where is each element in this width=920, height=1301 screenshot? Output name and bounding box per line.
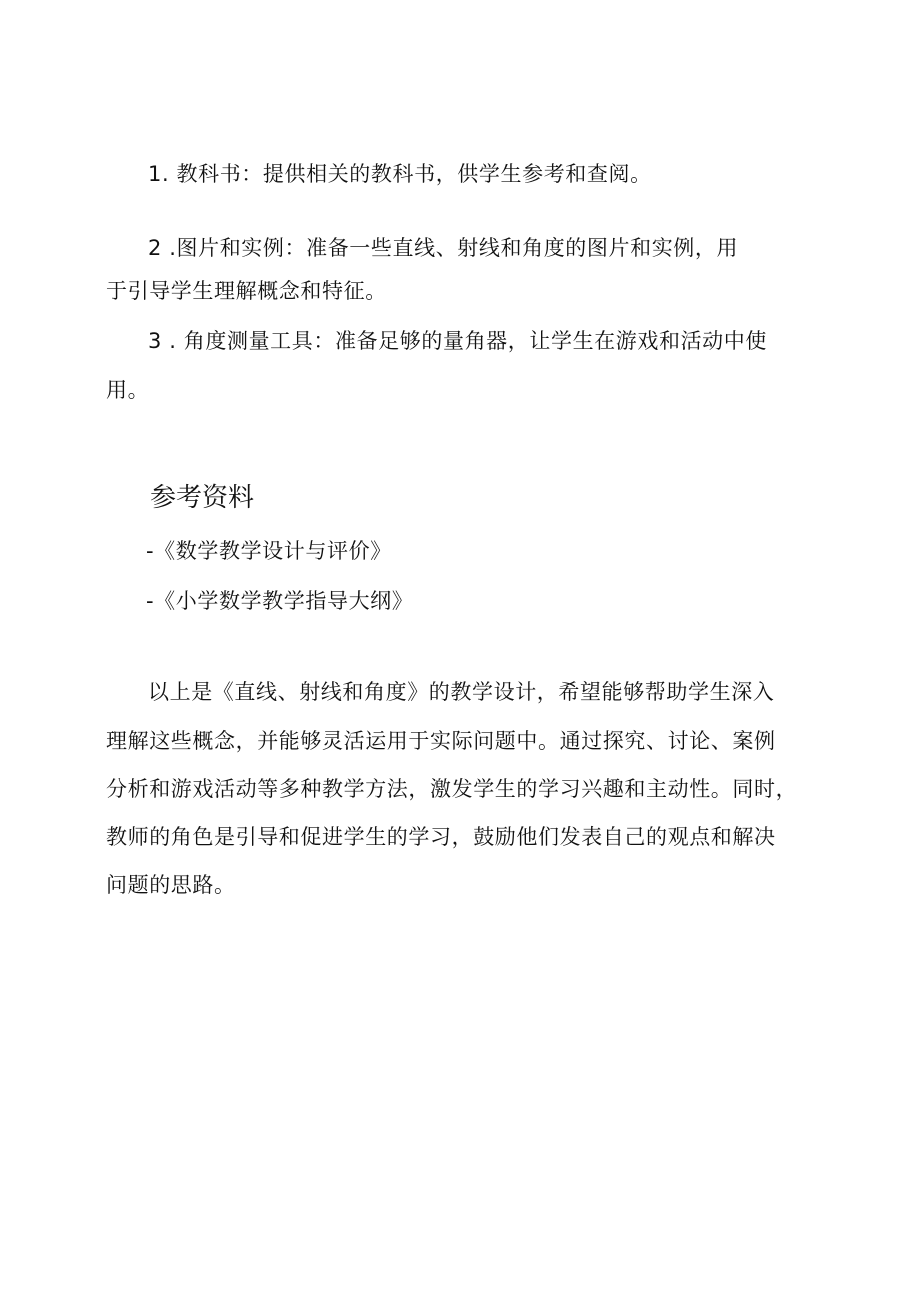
conclusion-line-2: 理解这些概念，并能够灵活运用于实际问题中。通过探究、讨论、案例 bbox=[106, 729, 776, 753]
conclusion-line-3: 分析和游戏活动等多种教学方法，激发学生的学习兴趣和主动性。同时， bbox=[106, 777, 798, 801]
materials-item-1: 1. 教科书：提供相关的教科书，供学生参考和查阅。 bbox=[148, 162, 652, 186]
materials-item-2-line-1: 2 .图片和实例：准备一些直线、射线和角度的图片和实例，用 bbox=[148, 236, 739, 260]
materials-item-2-line-2: 于引导学生理解概念和特征。 bbox=[106, 279, 387, 303]
reference-item-2: -《小学数学教学指导大纲》 bbox=[146, 589, 414, 613]
conclusion-line-4: 教师的角色是引导和促进学生的学习，鼓励他们发表自己的观点和解决 bbox=[106, 825, 776, 849]
conclusion-line-1: 以上是《直线、射线和角度》的教学设计，希望能够帮助学生深入 bbox=[148, 680, 775, 704]
reference-item-1: -《数学教学设计与评价》 bbox=[146, 539, 392, 563]
references-heading: 参考资料 bbox=[150, 483, 255, 513]
materials-item-3-line-1: 3 . 角度测量工具：准备足够的量角器，让学生在游戏和活动中使 bbox=[148, 329, 767, 353]
conclusion-line-5: 问题的思路。 bbox=[106, 873, 236, 897]
materials-item-3-line-2: 用。 bbox=[106, 378, 150, 402]
